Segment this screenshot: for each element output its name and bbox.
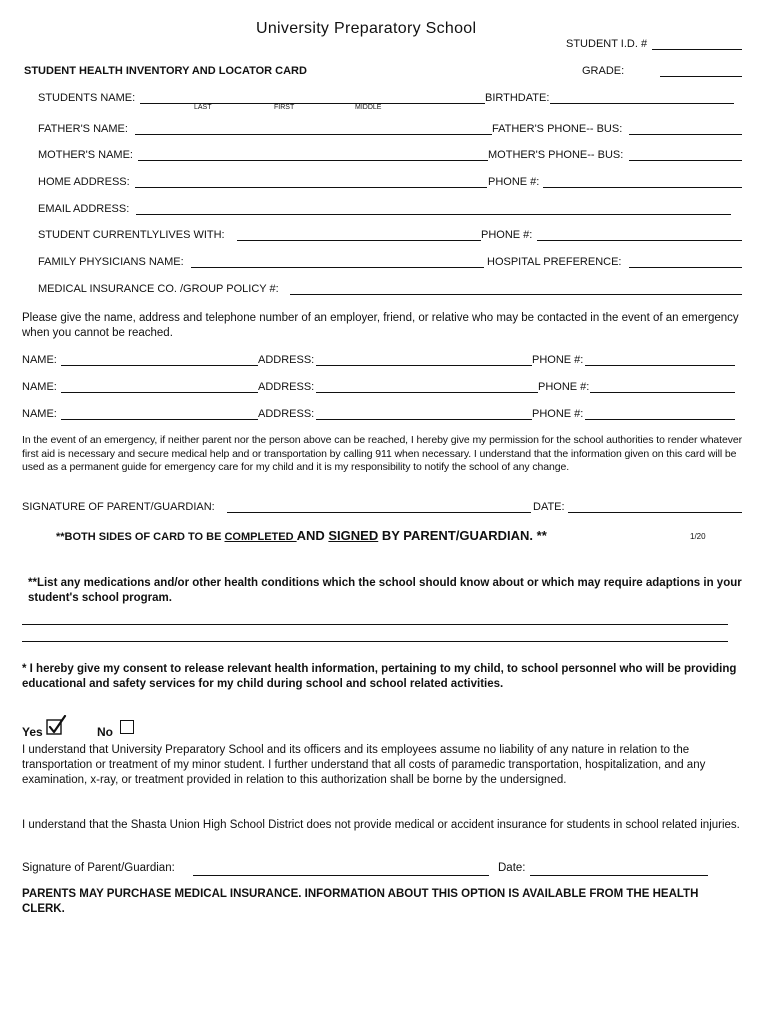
fathers-phone-field[interactable] bbox=[629, 134, 742, 135]
grade-field[interactable] bbox=[660, 76, 742, 77]
liability-signature-label: Signature of Parent/Guardian: bbox=[22, 862, 175, 874]
signature-label: SIGNATURE OF PARENT/GUARDIAN: bbox=[22, 501, 215, 513]
notice-part1: **BOTH SIDES OF CARD TO BE bbox=[56, 531, 225, 543]
mothers-phone-label: MOTHER'S PHONE-- BUS: bbox=[488, 149, 624, 161]
home-address-label: HOME ADDRESS: bbox=[38, 176, 130, 188]
fathers-name-field[interactable] bbox=[135, 134, 492, 135]
liability-date-field[interactable] bbox=[530, 875, 708, 876]
contact2-name-label: NAME: bbox=[22, 381, 57, 393]
consent-text: * I hereby give my consent to release relevant health information, pertaining to my child, to school personnel who will be providing educational and safety services for my child during school and school related activities. bbox=[22, 663, 737, 690]
email-label: EMAIL ADDRESS: bbox=[38, 203, 130, 215]
physicians-label: FAMILY PHYSICIANS NAME: bbox=[38, 256, 184, 268]
medications-line-1[interactable] bbox=[22, 624, 728, 625]
mothers-name-label: MOTHER'S NAME: bbox=[38, 149, 133, 161]
phone-field[interactable] bbox=[543, 187, 742, 188]
student-id-label: STUDENT I.D. # bbox=[566, 38, 648, 50]
birthdate-label: BIRTHDATE: bbox=[485, 92, 550, 104]
contact3-name-field[interactable] bbox=[61, 419, 258, 420]
contact2-phone-label: PHONE #: bbox=[538, 381, 590, 393]
phone-label: PHONE #: bbox=[488, 176, 540, 188]
notice-part2: BY PARENT/GUARDIAN. ** bbox=[378, 528, 547, 543]
contact3-address-label: ADDRESS: bbox=[258, 408, 315, 420]
contact2-address-label: ADDRESS: bbox=[258, 381, 315, 393]
middle-label: MIDDLE bbox=[355, 104, 382, 111]
notice-line bbox=[56, 528, 547, 543]
first-label: FIRST bbox=[274, 104, 295, 111]
date-field[interactable] bbox=[568, 512, 742, 513]
emergency-text: In the event of an emergency, if neither parent nor the person above can be reached, I hereby give my permission for the school authorities to render whatever first aid is necessary and secure medical help and or transportation by calling 911 when necessary. I understand that the information given on this card will be used as a permanent guide for emergency care for my child and it is my responsibility to notify the school of any change. bbox=[22, 434, 743, 473]
hospital-label: HOSPITAL PREFERENCE: bbox=[487, 256, 622, 268]
phone2-label: PHONE #: bbox=[481, 229, 533, 241]
hospital-field[interactable] bbox=[629, 267, 742, 268]
liability-date-label: Date: bbox=[498, 862, 526, 874]
footer-text: PARENTS MAY PURCHASE MEDICAL INSURANCE. INFORMATION ABOUT THIS OPTION IS AVAILABLE FROM THE HEALTH CLERK. bbox=[22, 888, 699, 915]
lives-with-field[interactable] bbox=[237, 240, 481, 241]
liability-text-1: I understand that University Preparatory School and its officers and its employees assume no liability of any nature in relation to the transportation or treatment of my minor student. I further understand that all costs of paramedic transportation, hospitalization, and any examination, x-ray, or treatment provided in relation to this authorization shall be borne by the undersigned. bbox=[22, 744, 706, 786]
contact2-name-field[interactable] bbox=[61, 392, 258, 393]
contact1-address-label: ADDRESS: bbox=[258, 354, 315, 366]
home-address-field[interactable] bbox=[135, 187, 487, 188]
contact1-phone-label: PHONE #: bbox=[532, 354, 584, 366]
school-title: University Preparatory School bbox=[256, 20, 477, 37]
insurance-field[interactable] bbox=[290, 294, 742, 295]
notice-completed: COMPLETED bbox=[224, 531, 297, 543]
notice-signed: SIGNED bbox=[328, 528, 379, 543]
last-label: LAST bbox=[194, 104, 212, 111]
contact3-phone-label: PHONE #: bbox=[532, 408, 584, 420]
yes-checkbox[interactable] bbox=[45, 715, 67, 737]
mothers-phone-field[interactable] bbox=[629, 160, 742, 161]
fathers-phone-label: FATHER'S PHONE-- BUS: bbox=[492, 123, 623, 135]
liability-signature-field[interactable] bbox=[193, 875, 489, 876]
notice-and: AND bbox=[296, 528, 329, 543]
medications-line-2[interactable] bbox=[22, 641, 728, 642]
contact1-phone-field[interactable] bbox=[585, 365, 735, 366]
phone2-field[interactable] bbox=[537, 240, 742, 241]
signature-field[interactable] bbox=[227, 512, 531, 513]
insurance-label: MEDICAL INSURANCE CO. /GROUP POLICY #: bbox=[38, 283, 279, 295]
contact3-address-field[interactable] bbox=[316, 419, 532, 420]
lives-with-label: STUDENT CURRENTLYLIVES WITH: bbox=[38, 229, 225, 241]
contact2-address-field[interactable] bbox=[316, 392, 538, 393]
students-name-label: STUDENTS NAME: bbox=[38, 92, 136, 104]
contact1-name-field[interactable] bbox=[61, 365, 258, 366]
student-id-field[interactable] bbox=[652, 49, 742, 50]
birthdate-field[interactable] bbox=[550, 103, 734, 104]
contact1-name-label: NAME: bbox=[22, 354, 57, 366]
contact3-phone-field[interactable] bbox=[585, 419, 735, 420]
contact3-name-label: NAME: bbox=[22, 408, 57, 420]
students-name-field[interactable] bbox=[140, 103, 485, 104]
check-icon bbox=[45, 715, 67, 737]
grade-label: GRADE: bbox=[582, 65, 625, 77]
physicians-field[interactable] bbox=[191, 267, 484, 268]
medications-text: **List any medications and/or other health conditions which the school should know about or which may require adaptions in your student's school program. bbox=[28, 577, 742, 604]
contact2-phone-field[interactable] bbox=[590, 392, 735, 393]
contact1-address-field[interactable] bbox=[316, 365, 532, 366]
fathers-name-label: FATHER'S NAME: bbox=[38, 123, 128, 135]
no-label: No bbox=[97, 725, 113, 739]
liability-text-2: I understand that the Shasta Union High School District does not provide medical or accident insurance for students in school related injuries. bbox=[22, 819, 740, 831]
contacts-intro: Please give the name, address and telephone number of an employer, friend, or relative who may be contacted in the event of an emergency when you cannot be reached. bbox=[22, 312, 739, 339]
no-checkbox[interactable] bbox=[120, 720, 134, 734]
yes-label: Yes bbox=[22, 725, 43, 739]
card-title: STUDENT HEALTH INVENTORY AND LOCATOR CARD bbox=[24, 65, 307, 77]
email-field[interactable] bbox=[136, 214, 731, 215]
version-label: 1/20 bbox=[690, 532, 706, 541]
mothers-name-field[interactable] bbox=[138, 160, 488, 161]
date-label: DATE: bbox=[533, 501, 565, 513]
